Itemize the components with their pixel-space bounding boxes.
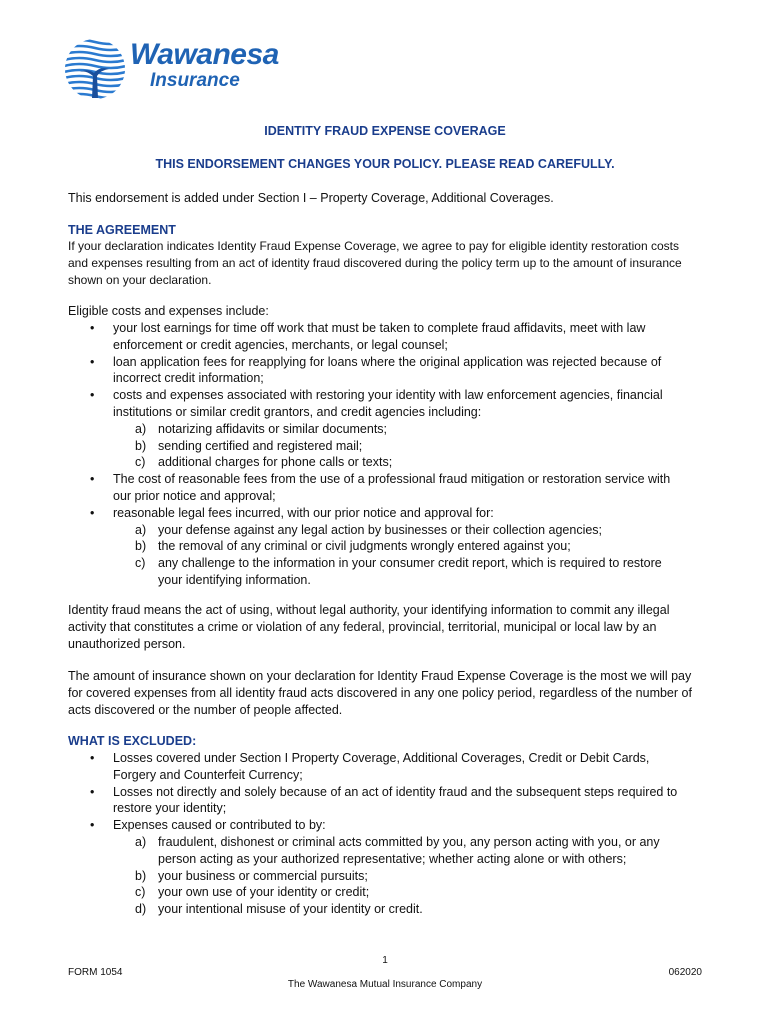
sub-item-marker: c) bbox=[135, 885, 146, 900]
logo-subtitle: Insurance bbox=[150, 70, 240, 91]
bullet-item bbox=[68, 387, 688, 471]
bullet-text: loan application fees for reapplying for loans where the original application was rejected because of incorrect credit information; bbox=[113, 354, 662, 386]
bullet-item bbox=[68, 784, 678, 818]
sub-item-marker: b) bbox=[135, 539, 147, 554]
sub-item-text: sending certified and registered mail; bbox=[158, 438, 363, 453]
form-date-code: 062020 bbox=[668, 967, 702, 978]
page-number: 1 bbox=[382, 955, 388, 966]
sub-list bbox=[113, 522, 688, 589]
endorsement-notice: THIS ENDORSEMENT CHANGES YOUR POLICY. PLEASE READ CAREFULLY. bbox=[155, 157, 615, 171]
sub-item-text: any challenge to the information in your consumer credit report, which is required to restore your identifying information. bbox=[158, 556, 662, 587]
sub-list bbox=[113, 421, 688, 471]
sub-item-text: your own use of your identity or credit; bbox=[158, 885, 370, 900]
excluded-list bbox=[68, 750, 678, 918]
bullet-text: The cost of reasonable fees from the use of a professional fraud mitigation or restoration service with our prior notice and approval; bbox=[113, 472, 671, 503]
sub-list-item bbox=[113, 834, 678, 868]
sub-item-marker: a) bbox=[135, 834, 147, 849]
sub-list-item bbox=[113, 868, 678, 885]
sub-list-item bbox=[113, 884, 678, 901]
bullet-item bbox=[68, 354, 688, 388]
sub-list-item bbox=[113, 901, 678, 918]
sub-item-marker: a) bbox=[135, 421, 147, 436]
identity-fraud-definition: Identity fraud means the act of using, without legal authority, your identifying information to commit any illegal activity that constitutes a crime or violation of any federal, provincial, territorial, municipal or local law by an unauthorized person. bbox=[68, 603, 670, 651]
logo-wordmark: Wawanesa bbox=[130, 38, 279, 71]
bullet-item bbox=[68, 320, 688, 354]
excluded-heading: WHAT IS EXCLUDED: bbox=[68, 734, 197, 748]
sub-item-marker: c) bbox=[135, 556, 146, 571]
sub-list-item bbox=[113, 522, 688, 539]
document-title: IDENTITY FRAUD EXPENSE COVERAGE bbox=[264, 124, 506, 138]
sub-item-text: additional charges for phone calls or texts; bbox=[158, 455, 393, 470]
sub-list-item bbox=[113, 438, 688, 455]
sub-list-item bbox=[113, 454, 688, 471]
sub-item-marker: a) bbox=[135, 522, 147, 537]
eligible-lead: Eligible costs and expenses include: bbox=[68, 304, 269, 318]
eligible-list bbox=[68, 320, 688, 589]
bullet-item bbox=[68, 471, 688, 505]
amount-of-insurance: The amount of insurance shown on your declaration for Identity Fraud Expense Coverage is the most we will pay for covered expenses from all identity fraud acts discovered in any one policy period, regardless of the number of acts discovered or the number of people affected. bbox=[68, 669, 692, 717]
sub-item-marker: b) bbox=[135, 438, 147, 453]
sub-list-item bbox=[113, 538, 688, 555]
agreement-text: If your declaration indicates Identity Fraud Expense Coverage, we agree to pay for eligible identity restoration costs and expenses resulting from an act of identity fraud discovered during the policy term up to the amount of insurance shown on your declaration. bbox=[68, 239, 682, 287]
sub-list-item bbox=[113, 555, 688, 589]
tree-wave-icon bbox=[64, 36, 126, 102]
bullet-item bbox=[68, 750, 678, 784]
bullet-text: your lost earnings for time off work that must be taken to complete fraud affidavits, meet with law enforcement or credit agencies, merchants, or legal counsel; bbox=[113, 321, 646, 352]
sub-item-text: your business or commercial pursuits; bbox=[158, 868, 368, 883]
bullet-item bbox=[68, 817, 678, 918]
company-name: The Wawanesa Mutual Insurance Company bbox=[287, 979, 483, 990]
bullet-text: Losses covered under Section I Property Coverage, Additional Coverages, Credit or Debit Cards, Forgery and Counterfeit Currency; bbox=[113, 751, 650, 782]
sub-item-text: your intentional misuse of your identity or credit. bbox=[158, 902, 423, 917]
sub-item-text: your defense against any legal action by businesses or their collection agencies; bbox=[158, 522, 603, 537]
agreement-heading: THE AGREEMENT bbox=[68, 223, 176, 237]
sub-item-marker: d) bbox=[135, 902, 147, 917]
sub-list bbox=[113, 834, 678, 918]
bullet-text: costs and expenses associated with restoring your identity with law enforcement agencies, financial institutions or similar credit grantors, and credit agencies including: bbox=[113, 388, 663, 419]
wawanesa-logo bbox=[64, 36, 294, 102]
sub-list-item bbox=[113, 421, 688, 438]
bullet-item bbox=[68, 505, 688, 589]
bullet-text: Losses not directly and solely because of an act of identity fraud and the subsequent steps required to restore your identity; bbox=[113, 784, 678, 816]
sub-item-marker: c) bbox=[135, 455, 146, 470]
bullet-text: Expenses caused or contributed to by: bbox=[113, 818, 326, 833]
sub-item-marker: b) bbox=[135, 868, 147, 883]
bullet-text: reasonable legal fees incurred, with our prior notice and approval for: bbox=[113, 505, 494, 520]
sub-item-text: notarizing affidavits or similar documents; bbox=[158, 421, 388, 436]
sub-item-text: fraudulent, dishonest or criminal acts committed by you, any person acting with you, or any person acting as your authorized representative; whether acting alone or with others; bbox=[158, 834, 660, 866]
intro-text: This endorsement is added under Section I – Property Coverage, Additional Coverages. bbox=[68, 191, 554, 205]
form-number: FORM 1054 bbox=[68, 967, 123, 978]
sub-item-text: the removal of any criminal or civil judgments wrongly entered against you; bbox=[158, 539, 571, 554]
